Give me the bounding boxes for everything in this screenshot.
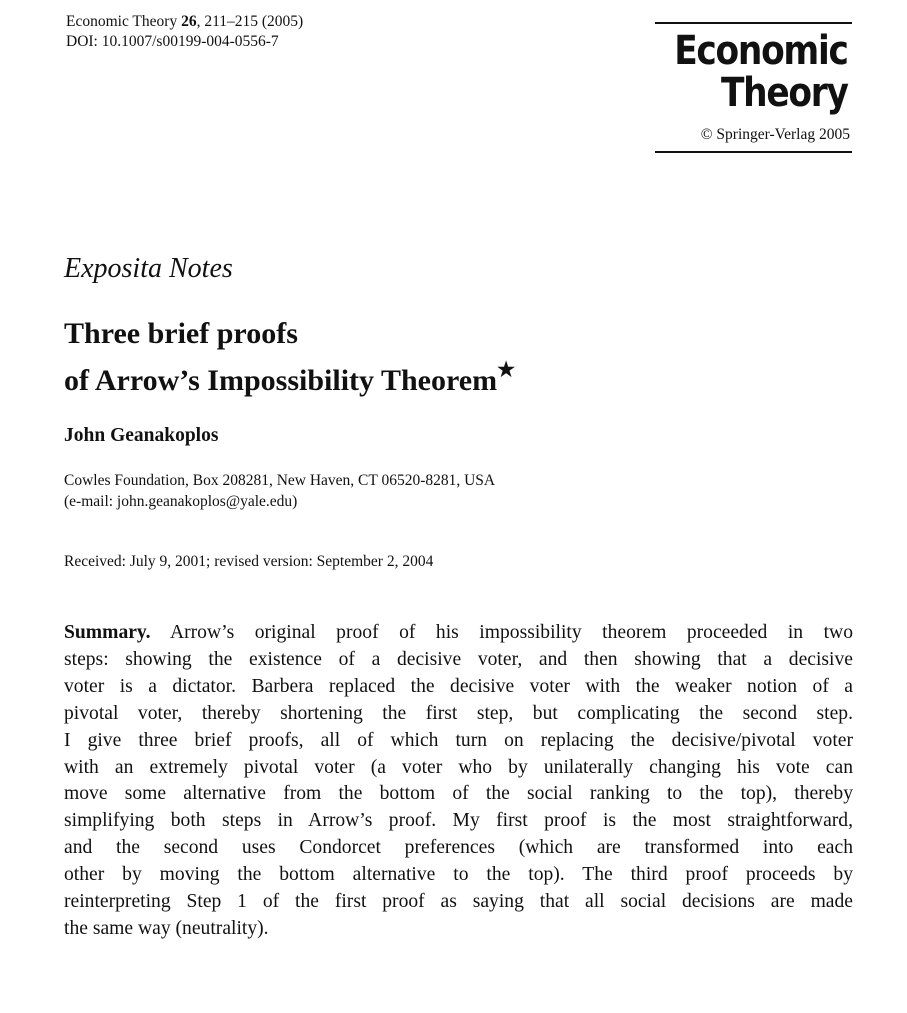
summary-paragraph	[64, 620, 853, 943]
summary-line: move some alternative from the bottom of the social ranking to the top), thereby	[64, 783, 853, 805]
journal-name-line-2: Theory	[721, 70, 848, 116]
author-affiliation	[64, 470, 495, 512]
summary-line: steps: showing the existence of a decisive voter, and then showing that a decisive	[64, 648, 853, 670]
author-email: (e-mail: john.geanakoplos@yale.edu)	[64, 493, 298, 510]
title-line-2-text: of Arrow’s Impossibility Theorem	[64, 364, 498, 397]
journal-masthead	[655, 22, 852, 153]
paper-title	[64, 316, 515, 399]
footnote-star-mark[interactable]: ★	[497, 359, 516, 381]
summary-line: the same way (neutrality).	[64, 917, 269, 939]
author-name: John Geanakoplos	[64, 425, 219, 446]
affiliation-address: Cowles Foundation, Box 208281, New Haven, CT 06520-8281, USA	[64, 472, 496, 489]
pages-year: , 211–215 (2005)	[196, 13, 304, 30]
journal-name-line-1: Economic	[674, 28, 848, 74]
citation-block	[66, 12, 303, 52]
volume-number: 26	[181, 13, 197, 30]
title-line-2	[64, 352, 515, 399]
summary-line: with an extremely pivotal voter (a voter who by unilaterally changing his vote can	[64, 756, 853, 778]
copyright-notice: © Springer-Verlag 2005	[700, 126, 850, 143]
section-label: Exposita Notes	[64, 253, 233, 284]
summary-line: other by moving the bottom alternative to the top). The third proof proceeds by	[64, 864, 853, 886]
summary-line-text: Arrow’s original proof of his impossibility theorem proceeded in two	[150, 622, 853, 643]
received-dates: Received: July 9, 2001; revised version: September 2, 2004	[64, 553, 434, 570]
masthead-top-rule	[655, 22, 852, 24]
summary-line: pivotal voter, thereby shortening the first step, but complicating the second step.	[64, 702, 853, 724]
summary-line: I give three brief proofs, all of which turn on replacing the decisive/pivotal voter	[64, 729, 853, 751]
journal-name	[675, 30, 848, 114]
journal-reference-prefix: Economic Theory	[66, 13, 182, 30]
summary-line: voter is a dictator. Barbera replaced the decisive voter with the weaker notion of a	[64, 675, 853, 697]
masthead-bottom-rule	[655, 151, 852, 153]
journal-reference	[66, 12, 303, 32]
summary-label: Summary.	[64, 622, 151, 643]
summary-line	[64, 620, 853, 647]
title-line-1: Three brief proofs	[64, 317, 298, 350]
summary-line: reinterpreting Step 1 of the first proof as saying that all social decisions are made	[64, 891, 853, 913]
doi: DOI: 10.1007/s00199-004-0556-7	[66, 33, 279, 50]
summary-line: and the second uses Condorcet preferences (which are transformed into each	[64, 837, 853, 859]
summary-line: simplifying both steps in Arrow’s proof. My first proof is the most straightforward,	[64, 810, 853, 832]
